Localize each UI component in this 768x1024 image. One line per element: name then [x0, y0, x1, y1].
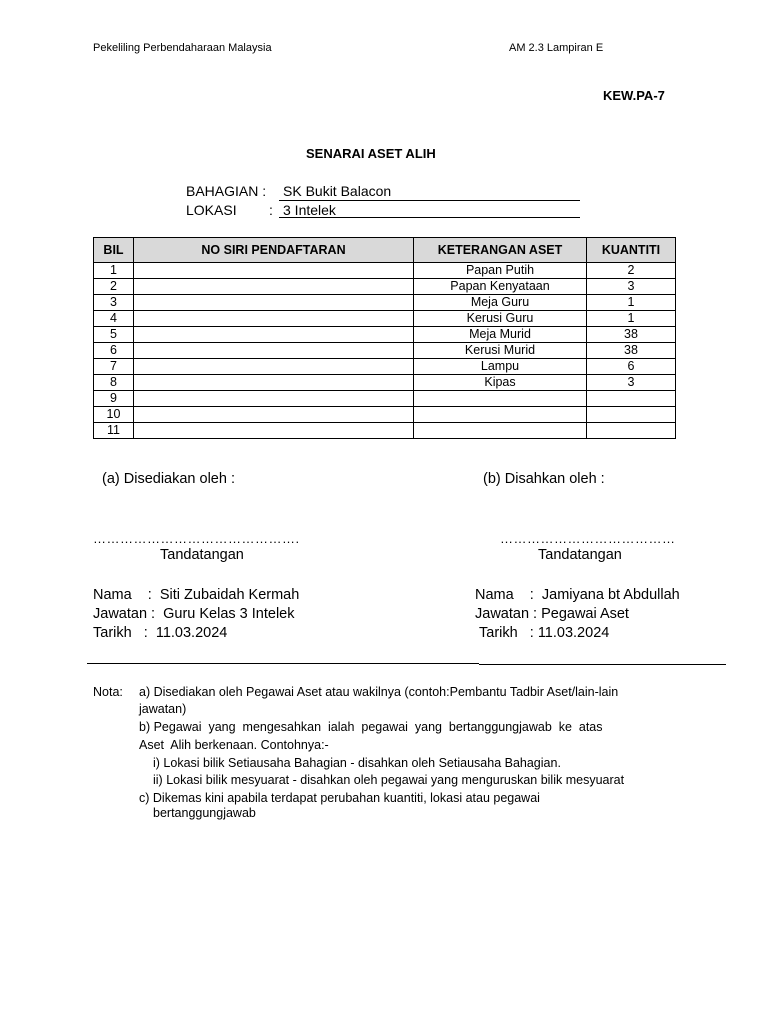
table-cell-kuantiti: 2 [587, 263, 676, 279]
bahagian-label: BAHAGIAN : [186, 183, 267, 199]
table-cell-bil: 11 [94, 423, 134, 439]
column-header-no-siri: NO SIRI PENDAFTARAN [134, 238, 414, 263]
table-cell-kuantiti: 3 [587, 279, 676, 295]
nota-c-line1: c) Dikemas kini apabila terdapat perubahan kuantiti, lokasi atau pegawai [139, 791, 540, 805]
table-cell-keterangan: Papan Putih [414, 263, 587, 279]
page-title: SENARAI ASET ALIH [306, 146, 436, 161]
table-cell-keterangan: Lampu [414, 359, 587, 375]
table-cell-bil: 8 [94, 375, 134, 391]
table-row [94, 359, 676, 375]
table-cell-bil: 7 [94, 359, 134, 375]
lokasi-value: 3 Intelek [283, 202, 336, 218]
bahagian-underline [279, 200, 580, 201]
table-cell-keterangan: Kipas [414, 375, 587, 391]
table-header-row [94, 238, 676, 263]
table-row [94, 311, 676, 327]
prepared-by-tarikh: Tarikh : 11.03.2024 [93, 625, 228, 641]
column-header-keterangan: KETERANGAN ASET [414, 238, 587, 263]
lokasi-colon: : [269, 202, 273, 218]
form-code: KEW.PA-7 [603, 88, 665, 103]
approved-by-signature-line: ………………………………… [500, 531, 676, 546]
table-cell-no-siri [134, 295, 414, 311]
document-header-right: AM 2.3 Lampiran E [509, 42, 604, 54]
table-row [94, 295, 676, 311]
approved-by-jawatan: Jawatan : Pegawai Aset [475, 606, 629, 622]
table-cell-kuantiti: 3 [587, 375, 676, 391]
table-cell-no-siri [134, 407, 414, 423]
table-row [94, 279, 676, 295]
prepared-by-signature-line: ………………………………………. [93, 531, 300, 546]
table-cell-kuantiti [587, 423, 676, 439]
nota-b-example-i: i) Lokasi bilik Setiausaha Bahagian - disahkan oleh Setiausaha Bahagian. [153, 756, 561, 770]
table-cell-bil: 5 [94, 327, 134, 343]
table-row [94, 423, 676, 439]
divider-left [87, 663, 479, 664]
table-cell-keterangan: Papan Kenyataan [414, 279, 587, 295]
table-cell-kuantiti: 6 [587, 359, 676, 375]
approved-by-signature-label: Tandatangan [538, 547, 622, 563]
table-cell-keterangan [414, 407, 587, 423]
asset-table [93, 237, 676, 439]
table-cell-kuantiti [587, 391, 676, 407]
table-cell-no-siri [134, 263, 414, 279]
prepared-by-jawatan: Jawatan : Guru Kelas 3 Intelek [93, 606, 295, 622]
table-cell-no-siri [134, 391, 414, 407]
divider-right [479, 664, 726, 665]
nota-c-line2: bertanggungjawab [153, 806, 256, 820]
approved-by-tarikh: Tarikh : 11.03.2024 [479, 625, 610, 641]
document-header-left: Pekeliling Perbendaharaan Malaysia [93, 42, 272, 54]
lokasi-label: LOKASI [186, 202, 237, 218]
nota-b-line1: b) Pegawai yang mengesahkan ialah pegawai yang bertanggungjawab ke atas [139, 720, 603, 734]
table-cell-keterangan: Kerusi Murid [414, 343, 587, 359]
approved-by-heading: (b) Disahkan oleh : [483, 471, 605, 487]
table-cell-bil: 3 [94, 295, 134, 311]
table-cell-keterangan [414, 391, 587, 407]
table-cell-no-siri [134, 279, 414, 295]
table-cell-no-siri [134, 423, 414, 439]
table-cell-keterangan: Kerusi Guru [414, 311, 587, 327]
column-header-bil: BIL [94, 238, 134, 263]
table-cell-kuantiti: 38 [587, 343, 676, 359]
table-cell-no-siri [134, 343, 414, 359]
nota-a-line1: a) Disediakan oleh Pegawai Aset atau wakilnya (contoh:Pembantu Tadbir Aset/lain-lain [139, 685, 619, 699]
table-cell-bil: 6 [94, 343, 134, 359]
table-cell-no-siri [134, 311, 414, 327]
table-cell-no-siri [134, 359, 414, 375]
nota-a-line2: jawatan) [139, 702, 187, 716]
table-row [94, 263, 676, 279]
nota-b-line2: Aset Alih berkenaan. Contohnya:- [139, 738, 329, 752]
table-row [94, 375, 676, 391]
prepared-by-nama: Nama : Siti Zubaidah Kermah [93, 587, 300, 603]
table-cell-kuantiti [587, 407, 676, 423]
nota-b-example-ii: ii) Lokasi bilik mesyuarat - disahkan oleh pegawai yang menguruskan bilik mesyuarat [153, 773, 625, 787]
table-cell-bil: 9 [94, 391, 134, 407]
table-row [94, 327, 676, 343]
table-cell-bil: 2 [94, 279, 134, 295]
table-row [94, 391, 676, 407]
table-cell-kuantiti: 1 [587, 311, 676, 327]
table-cell-bil: 4 [94, 311, 134, 327]
table-cell-no-siri [134, 375, 414, 391]
table-cell-keterangan [414, 423, 587, 439]
table-row [94, 407, 676, 423]
column-header-kuantiti: KUANTITI [587, 238, 676, 263]
table-cell-bil: 10 [94, 407, 134, 423]
table-row [94, 343, 676, 359]
table-cell-kuantiti: 1 [587, 295, 676, 311]
lokasi-underline [279, 217, 580, 218]
prepared-by-heading: (a) Disediakan oleh : [102, 471, 235, 487]
table-cell-no-siri [134, 327, 414, 343]
nota-label: Nota: [93, 685, 123, 699]
approved-by-nama: Nama : Jamiyana bt Abdullah [475, 587, 680, 603]
table-cell-keterangan: Meja Guru [414, 295, 587, 311]
table-cell-keterangan: Meja Murid [414, 327, 587, 343]
prepared-by-signature-label: Tandatangan [160, 547, 244, 563]
table-cell-bil: 1 [94, 263, 134, 279]
table-cell-kuantiti: 38 [587, 327, 676, 343]
bahagian-value: SK Bukit Balacon [283, 183, 392, 199]
